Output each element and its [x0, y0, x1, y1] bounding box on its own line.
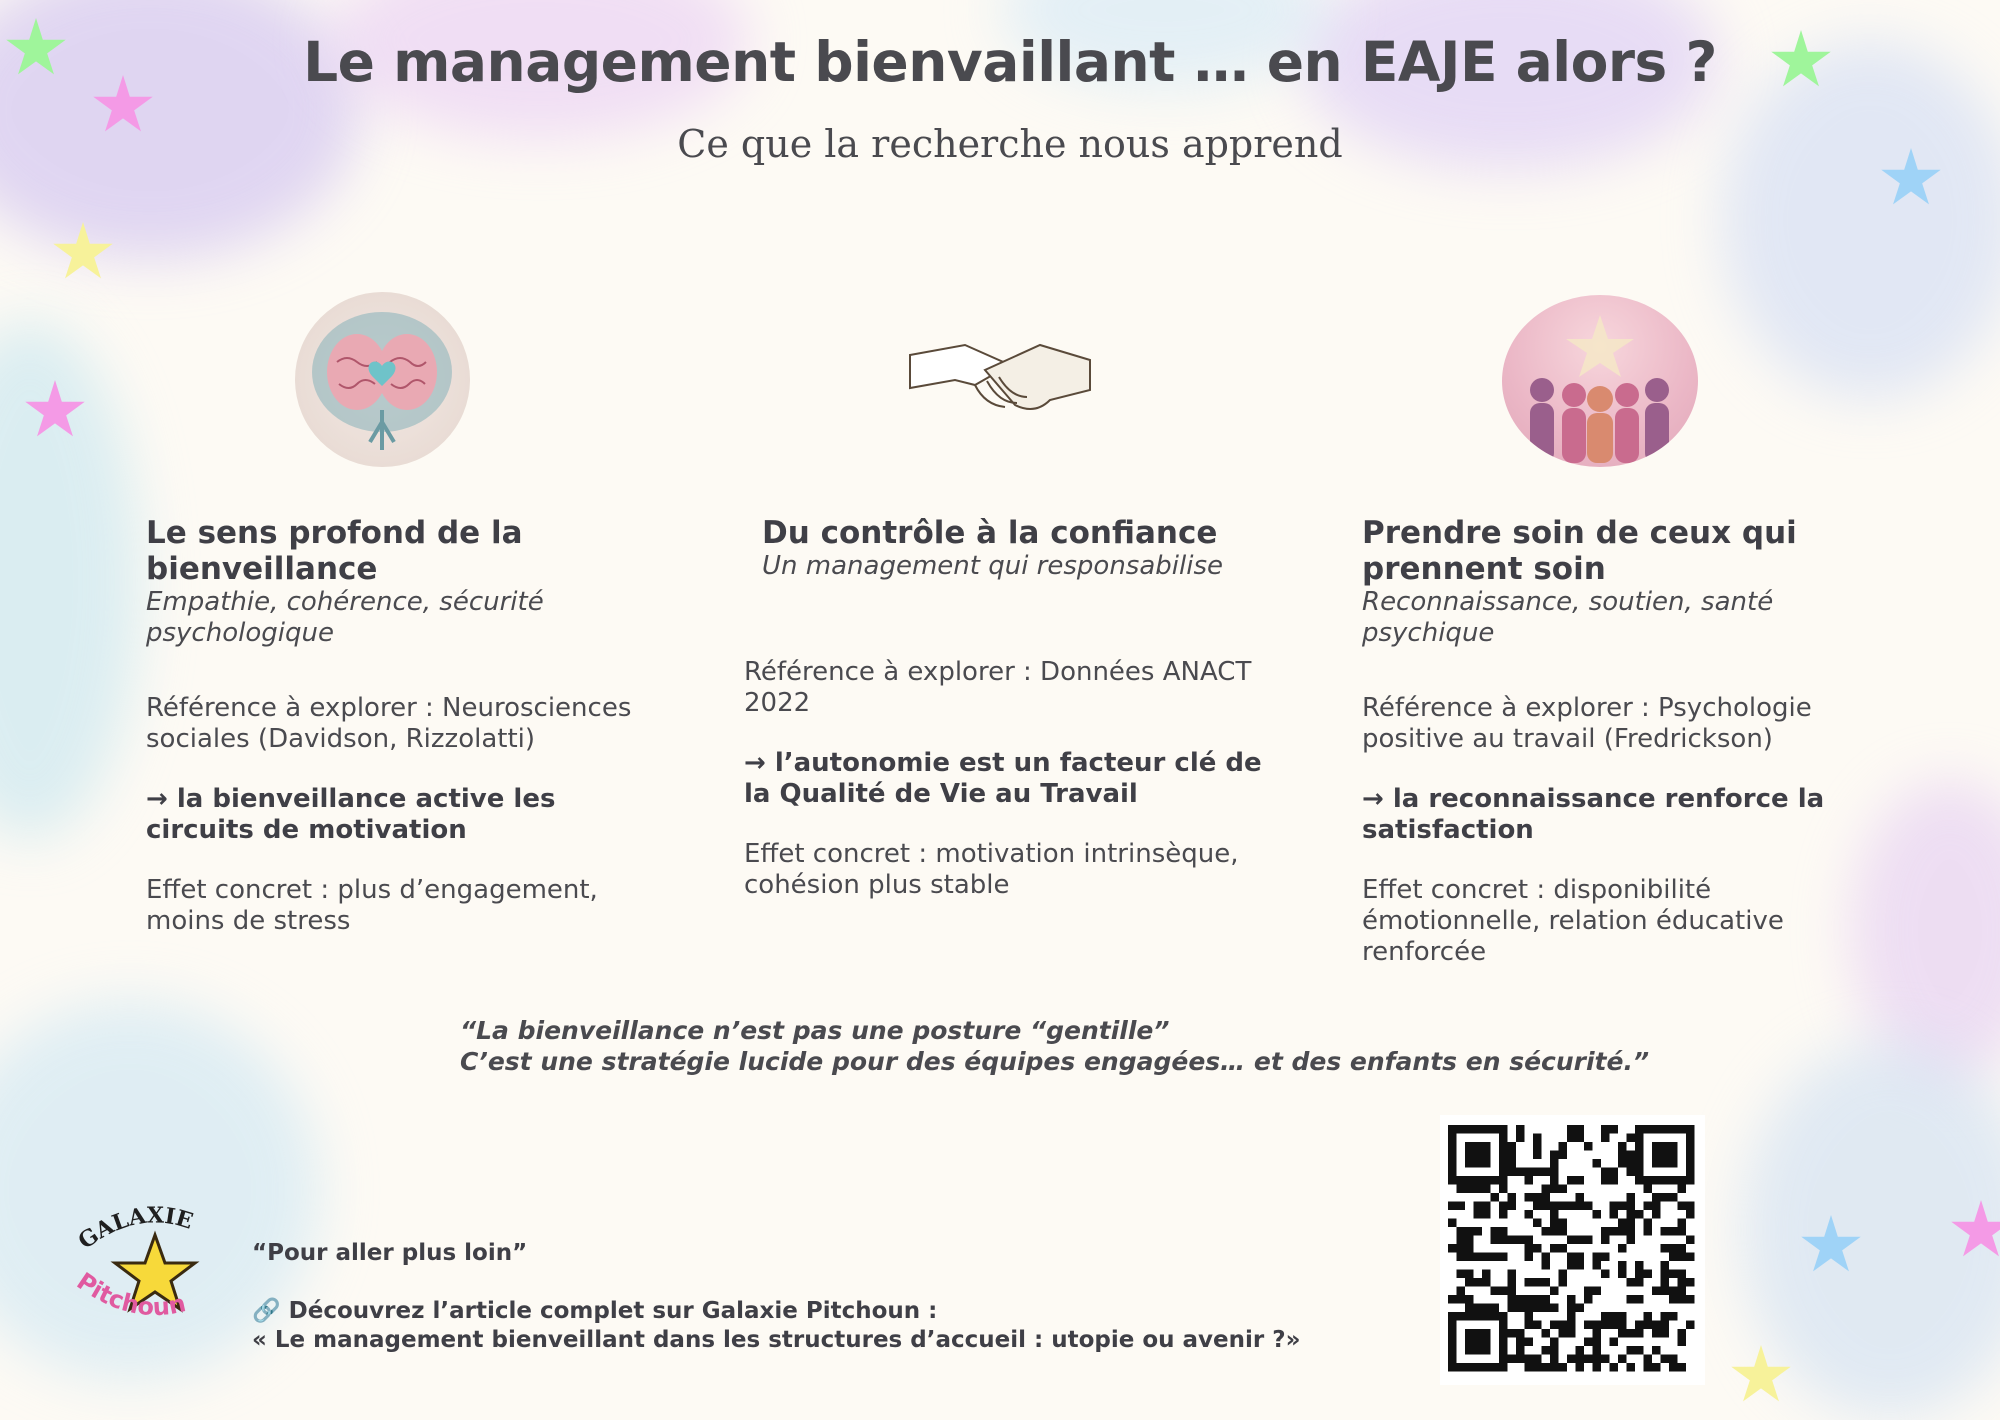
column-effect: Effet concret : motivation intrinsèque, cohésion plus stable — [744, 839, 1239, 900]
watercolor-blob — [1720, 40, 2000, 400]
column-insight: → la reconnaissance renforce la satisfaction — [1362, 784, 1825, 845]
footer-link-text: Découvrez l’article complet sur Galaxie Pitchoun : — [288, 1298, 938, 1324]
column-trust — [744, 515, 1264, 901]
column-effect: Effet concret : disponibilité émotionnelle, relation éducative renforcée — [1362, 875, 1784, 967]
handshake-icon — [905, 315, 1095, 445]
page-title: Le management bienvaillant … en EAJE alors ? — [303, 30, 1717, 94]
column-insight: → l’autonomie est un facteur clé de la Qualité de Vie au Travail — [744, 748, 1262, 809]
brain-heart-icon — [295, 292, 470, 467]
column-title: Prendre soin de ceux qui prennent soin — [1362, 515, 1797, 587]
qr-code[interactable] — [1440, 1115, 1705, 1385]
quote-line: “La bienveillance n’est pas une posture “gentille” — [460, 1016, 1170, 1045]
watercolor-blob — [1740, 1040, 2000, 1420]
column-care — [1362, 515, 1842, 968]
closing-quote — [460, 1015, 1660, 1077]
column-insight: → la bienveillance active les circuits de motivation — [146, 784, 556, 845]
column-reference: Référence à explorer : Neurosciences sociales (Davidson, Rizzolatti) — [146, 693, 632, 754]
galaxie-pitchoun-logo — [65, 1195, 245, 1345]
column-title: Du contrôle à la confiance — [762, 515, 1218, 551]
footer-link-line[interactable] — [252, 1297, 937, 1324]
page-subtitle: Ce que la recherche nous apprend — [677, 122, 1343, 166]
team-silhouettes-icon — [1502, 295, 1698, 467]
column-reference: Référence à explorer : Données ANACT 2022 — [744, 657, 1252, 718]
column-subtitle: Reconnaissance, soutien, santé psychique — [1362, 587, 1774, 648]
column-subtitle: Un management qui responsabilise — [762, 551, 1223, 581]
column-effect: Effet concret : plus d’engagement, moins de stress — [146, 875, 598, 936]
watercolor-blob — [0, 320, 140, 840]
watercolor-blob — [1850, 780, 2000, 1080]
column-reference: Référence à explorer : Psychologie positive au travail (Fredrickson) — [1362, 693, 1812, 754]
column-title: Le sens profond de la bienveillance — [146, 515, 523, 587]
column-subtitle: Empathie, cohérence, sécurité psychologique — [146, 587, 544, 648]
logo-text-bottom: Pitchoun — [71, 1267, 189, 1322]
footer-heading: “Pour aller plus loin” — [252, 1240, 528, 1266]
footer-article-title[interactable]: « Le management bienveillant dans les structures d’accueil : utopie ou avenir ?» — [252, 1327, 1301, 1353]
column-empathy — [146, 515, 646, 937]
link-icon: 🔗 — [252, 1298, 281, 1324]
svg-text:GALAXIE — [74, 1202, 196, 1254]
quote-line: C’est une stratégie lucide pour des équipes engagées… et des enfants en sécurité.” — [460, 1047, 1650, 1076]
logo-text-top: GALAXIE — [73, 1202, 196, 1255]
